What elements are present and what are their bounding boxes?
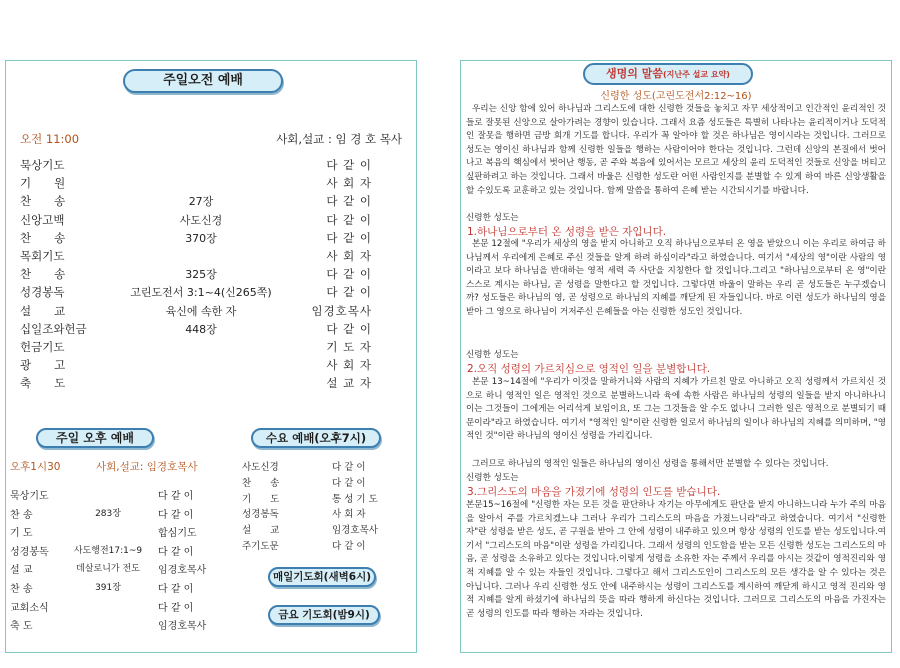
order-item-who: 임경호목사 xyxy=(158,565,207,577)
sermon-lead-1: 신령한 성도는 xyxy=(466,213,519,223)
sermon-lead-3: 신령한 성도는 xyxy=(466,473,519,483)
order-item-name: 기 도 xyxy=(10,528,33,540)
order-item-who: 다 같 이 xyxy=(332,541,366,552)
order-item-name: 찬 송 xyxy=(20,194,66,209)
order-item-detail: 370장 xyxy=(185,231,217,245)
order-item-name: 축 도 xyxy=(20,376,66,391)
sermon-body-3: 본문15~16절에 "신령한 자는 모든 것을 판단하나 자기는 아무에게도 판단을 받지 아니하느니라 누가 주의 마음을 알아서 주를 가르치겠느냐 그러나 우리가 그리스도의 마음을 가졌느니라"라고 하였습니다. 여기서 "신령한 자"란 성령을 받은 성도, 곧 구원을 받아 그 안에 성령이 내주하고 있으며 항상 성령의 인도를 받는 성도입니다.여기서 "그리스도의 마음"이란 성령을 가리킵니다. 그래서 성령의 인도함을 받는 모든 신령한 성도는 그리스도의 마음, 곧 성령을 소유하고 있다는 것입니다.이렇게 성령을 소유한 자는 주께서 우리를 아시는 것같이 영적진리와 영적 지혜를 알 수 있는 자들인 것입니다. 그렇다고 해서 그리스도인이 그리스도의 모든 생각을 알 수 있다는 것은 아닙니다. 그러나 우리 신령한 성도 안에 내주하시는 성령이 그리스도를 계시하여 깨닫게 하시고 영적 진리와 영적 지혜를 알게 하셨기에 하나님의 뜻을 따라 행하게 하신다는 것입니다. 그러므로 그리스도의 마음을 가진자는 곧 성령의 인도를 따라 행하는 자라는 것입니다. xyxy=(466,500,886,619)
wednesday-order-row xyxy=(6,538,416,552)
morning-order-row xyxy=(6,212,416,228)
afternoon-order-row xyxy=(6,617,246,633)
order-item-detail: 육신에 속한 자 xyxy=(165,304,237,318)
order-item-detail: 325장 xyxy=(185,268,217,282)
order-item-detail: 283장 xyxy=(95,508,121,519)
morning-order-row xyxy=(6,357,416,373)
order-item-who: 다 같 이 xyxy=(158,584,194,595)
order-item-who: 다 같 이 xyxy=(158,509,194,521)
order-item-who: 임경호목사 xyxy=(311,303,372,318)
afternoon-order-row xyxy=(6,561,246,577)
sermon-subtitle: 신령한 성도(고린도전서2:12~16) xyxy=(600,91,752,102)
order-item-who: 다 같 이 xyxy=(326,321,372,336)
order-item-who: 다 같 이 xyxy=(332,462,366,473)
order-item-name: 묵상기도 xyxy=(10,491,49,502)
wednesday-order-row xyxy=(6,506,416,520)
order-item-name: 설 교 xyxy=(10,565,33,577)
order-item-who: 사 회 자 xyxy=(332,509,366,521)
order-item-name: 신앙고백 xyxy=(20,212,65,227)
order-item-name: 축 도 xyxy=(10,621,33,633)
morning-order-row xyxy=(6,230,416,246)
order-item-name: 주기도문 xyxy=(242,541,279,552)
morning-order-row xyxy=(6,321,416,337)
morning-presider: 사회,설교 : 임 경 호 목사 xyxy=(276,132,402,146)
morning-order-row xyxy=(6,193,416,209)
sermon-title xyxy=(583,63,753,85)
sermon-title-note: (지난주 설교 요약) xyxy=(662,70,730,79)
sermon-point-3: 3.그리스도의 마음을 가졌기에 성령의 인도를 받습니다. xyxy=(467,486,721,498)
order-item-name: 설 교 xyxy=(242,525,280,537)
morning-order-row xyxy=(6,339,416,355)
morning-order-row xyxy=(6,248,416,264)
order-item-name: 목회기도 xyxy=(20,249,65,263)
sermon-title-text: 생명의 말씀 xyxy=(606,67,663,80)
sermon-point-2: 2.오직 성령의 가르치심으로 영적인 일을 분별합니다. xyxy=(467,363,711,375)
order-item-name: 성경봉독 xyxy=(20,285,65,300)
order-item-name: 기 원 xyxy=(20,176,66,191)
morning-order-row xyxy=(6,284,416,300)
order-item-name: 설 교 xyxy=(20,303,66,318)
order-item-detail: 사도신경 xyxy=(179,213,223,227)
sermon-panel xyxy=(460,60,892,653)
order-item-detail: 데살로니가 전도 xyxy=(76,564,140,575)
order-item-name: 찬 송 xyxy=(20,267,66,282)
friday-prayer-badge: 금요 기도회(밤9시) xyxy=(268,605,380,625)
order-item-detail: 391장 xyxy=(95,583,121,593)
daily-prayer-badge: 매일기도회(새벽6시) xyxy=(268,567,376,587)
sermon-lead-2: 신령한 성도는 xyxy=(466,350,519,360)
order-item-who: 합심기도 xyxy=(158,528,197,540)
order-item-who: 사 회 자 xyxy=(326,358,372,373)
order-item-who: 다 같 이 xyxy=(158,546,194,558)
order-item-name: 찬 송 xyxy=(10,509,33,521)
order-item-detail: 27장 xyxy=(188,195,214,209)
wednesday-order-row xyxy=(6,491,416,505)
afternoon-order-row xyxy=(6,599,246,615)
order-item-name: 성경봉독 xyxy=(242,509,279,521)
wednesday-order-row xyxy=(6,475,416,489)
afternoon-order-row xyxy=(6,580,246,596)
order-item-name: 찬 송 xyxy=(10,584,33,595)
order-item-who: 다 같 이 xyxy=(326,267,372,282)
sermon-intro: 우리는 신앙 함에 있어 하나님과 그리스도에 대한 신령한 것들을 놓치고 자꾸 세상적이고 인간적인 윤리적인 것들로 잘못된 신앙으로 살아가려는 경향이 있습니다. 그래서 요즘 성도들은 특별히 나타나는 윤리적이거나 도덕적인 잘못을 행하면 금방 회개 기도를 합니다. 우리가 꼭 알아야 할 것은 하나님은 영이시라는 것입니다. 그러므로 성도는 영이신 하나님과 함께 신령한 일들을 행하는 사람이어야 한다는 것입니다. 그런데 신앙의 본질에서 벗어나고 복음의 핵심에서 벗어난 행동, 곧 주와 복음에 있어서는 모르고 세상의 윤리 도덕적인 것들로 신앙을 버티고 싶판하려고 하는 것입니다. 그래서 바울은 신령한 성도란 어떤 사람인지를 분별할 수 있게 하여 바른 신앙생활을 할 수있도록 교훈하고 있는 것입니다. 함께 말씀을 통하여 은혜 받는 시간되시기를 바랍니다. xyxy=(466,104,886,196)
order-item-name: 헌금기도 xyxy=(20,340,65,354)
sermon-body-2b: 그러므로 하나님의 영적인 일들은 하나님의 영이신 성령을 통해서만 분별할 수 있다는 것입니다. xyxy=(472,459,829,469)
order-item-detail: 고린도전서 3:1~4(신265쪽) xyxy=(130,286,272,300)
order-item-who: 다 같 이 xyxy=(326,285,372,300)
sermon-body-1: 본문 12절에 "우리가 세상의 영을 받지 아니하고 오직 하나님으로부터 온 영을 받았으니 이는 우리로 하여금 하나님께서 우리에게 은혜로 주신 것들을 알게 하려 하심이라"라고 하였습니다. 여기서 "세상의 영"이란 사람의 영이라고 보다 하나님을 반대하는 영적 세력 즉 사단을 지칭한다 할 것입니다.그리고 "하나님으로부터 온 영"이란 스스로 계시는 하나님, 곧 성령을 말한다고 할 것입니다. 그렇다면 바울이 말하는 우리 곧 성도들은 누구겠습니까? 성도들은 하나님의 영, 곧 성령으로 하나님의 지혜를 깨닫게 된 자들입니다. 바로 이런 성도가 하나님의 영을 받아 그 영으로 하나님이 거저주신 은혜들을 아는 신령한 성도인 것입니다. xyxy=(466,239,886,317)
order-item-name: 묵상기도 xyxy=(20,158,65,172)
order-item-who: 다 같 이 xyxy=(326,212,372,227)
wednesday-service-title: 수요 예배(오후7시) xyxy=(251,428,381,448)
order-item-who: 다 같 이 xyxy=(158,491,194,502)
morning-order-row xyxy=(6,303,416,319)
order-item-who: 다 같 이 xyxy=(158,602,194,614)
afternoon-presider: 사회,설교: 임경호목사 xyxy=(96,461,198,473)
order-item-who: 임경호목사 xyxy=(332,525,378,537)
order-item-who: 다 같 이 xyxy=(332,477,366,489)
afternoon-time: 오후1시30 xyxy=(10,461,61,473)
order-item-who: 다 같 이 xyxy=(326,230,372,245)
wednesday-order-row xyxy=(6,522,416,536)
order-item-name: 찬 송 xyxy=(242,477,280,489)
sermon-body-2: 본문 13~14절에 "우리가 이것을 말하거니와 사람의 지혜가 가르친 말로 아니하고 오직 성령께서 가르치신 것으로 하니 영적인 일은 영적인 것으로 분별하느니라 육에 속한 사람은 하나님의 성령의 일들을 받지 아니하나니 이는 그것들이 그에게는 어리석게 보임이요, 또 그는 그것들을 알 수도 없나니 그러한 일은 영적으로 분별되기 때문이라"라고 하였습니다. 여기서 "영적인 일"이란 신령한 일로서 하나님의 일이나 하나님의 지혜를 의미하며, "영적인 것"이란 하나님의 영이신 성령을 가리킵니다. xyxy=(466,377,886,442)
order-item-detail: 사도행전17:1~9 xyxy=(73,545,143,556)
morning-order-row xyxy=(6,375,416,391)
morning-order-row xyxy=(6,157,416,173)
morning-order-row xyxy=(6,266,416,282)
order-item-name: 찬 송 xyxy=(20,230,66,245)
order-item-name: 십일조와헌금 xyxy=(20,321,87,336)
order-item-who: 임경호목사 xyxy=(158,621,207,633)
worship-order-panel xyxy=(5,60,417,653)
order-item-name: 성경봉독 xyxy=(10,546,49,558)
wednesday-order-row xyxy=(6,459,416,473)
order-item-who: 사 회 자 xyxy=(326,176,372,191)
morning-time: 오전 11:00 xyxy=(20,132,80,146)
order-item-name: 교회소식 xyxy=(10,602,49,614)
order-item-who: 기 도 자 xyxy=(326,340,372,354)
order-item-who: 설 교 자 xyxy=(326,376,372,391)
order-item-who: 통 성 기 도 xyxy=(332,493,378,505)
afternoon-service-title: 주일 오후 예배 xyxy=(36,428,154,448)
morning-order-row xyxy=(6,175,416,191)
order-item-who: 다 같 이 xyxy=(326,158,372,172)
order-item-name: 사도신경 xyxy=(242,462,279,473)
order-item-detail: 448장 xyxy=(185,322,217,336)
order-item-who: 다 같 이 xyxy=(326,194,372,209)
sermon-point-1: 1.하나님으로부터 온 성령을 받은 자입니다. xyxy=(467,226,667,238)
morning-service-title: 주일오전 예배 xyxy=(123,69,283,93)
order-item-who: 사 회 자 xyxy=(326,249,372,263)
order-item-name: 기 도 xyxy=(242,493,280,505)
order-item-name: 광 고 xyxy=(20,358,66,373)
